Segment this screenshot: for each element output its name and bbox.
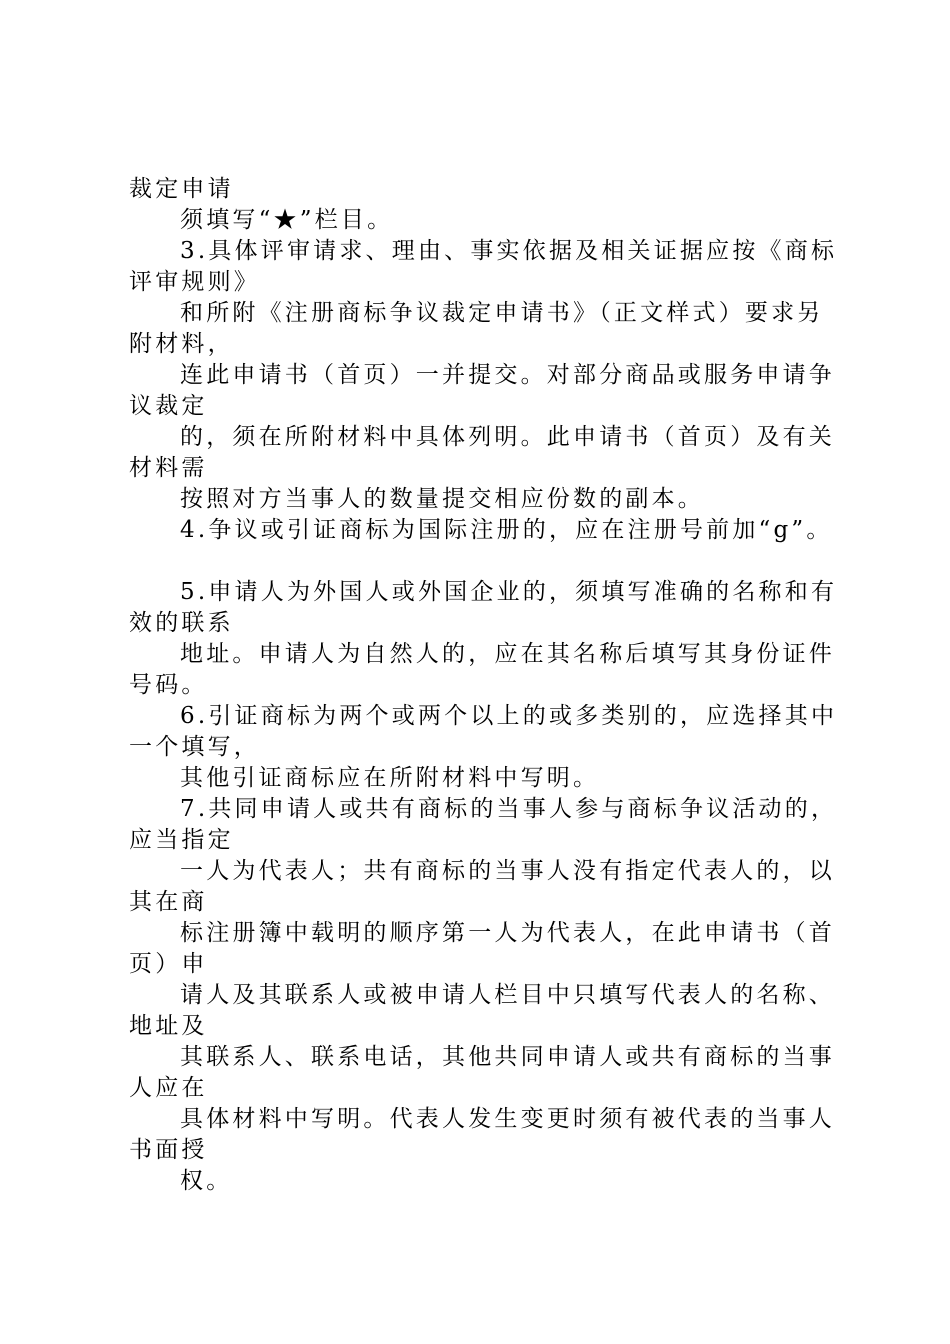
text-line: 3.具体评审请求、理由、事实依据及相关证据应按《商标: [180, 238, 838, 264]
text-line: 5.申请人为外国人或外国企业的，须填写准确的名称和有: [180, 579, 838, 605]
text-line: 人应在: [129, 1075, 208, 1101]
text-line: 一个填写，: [129, 734, 260, 760]
text-line: 权。: [180, 1168, 233, 1194]
text-line: 标注册簿中载明的顺序第一人为代表人，在此申请书（首: [180, 920, 835, 946]
text-line: 材料需: [129, 455, 208, 481]
text-line: 页）申: [129, 951, 208, 977]
text-line: 其联系人、联系电话，其他共同申请人或共有商标的当事: [180, 1044, 835, 1070]
text-line: 连此申请书（首页）一并提交。对部分商品或服务申请争: [180, 362, 835, 388]
text-line: 附材料，: [129, 331, 234, 357]
text-line: 评审规则》: [129, 269, 260, 295]
text-line: 应当指定: [129, 827, 234, 853]
text-line: 4.争议或引证商标为国际注册的，应在注册号前加“g”。: [180, 517, 833, 543]
text-line: 议裁定: [129, 393, 208, 419]
text-line: 7.共同申请人或共有商标的当事人参与商标争议活动的，: [180, 796, 838, 822]
text-line: 裁定申请: [129, 176, 234, 202]
text-line: 具体材料中写明。代表人发生变更时须有被代表的当事人: [180, 1106, 835, 1132]
text-line: 请人及其联系人或被申请人栏目中只填写代表人的名称、: [180, 982, 835, 1008]
text-line: 效的联系: [129, 610, 234, 636]
text-line: 地址。申请人为自然人的，应在其名称后填写其身份证件: [180, 641, 835, 667]
text-line: 其他引证商标应在所附材料中写明。: [180, 765, 600, 791]
text-line: 号码。: [129, 672, 208, 698]
text-line: 一人为代表人；共有商标的当事人没有指定代表人的，以: [180, 858, 835, 884]
text-line: 须填写“★”栏目。: [180, 207, 394, 233]
text-line: 的，须在所附材料中具体列明。此申请书（首页）及有关: [180, 424, 835, 450]
text-line: 6.引证商标为两个或两个以上的或多类别的，应选择其中: [180, 703, 838, 729]
text-line: 和所附《注册商标争议裁定申请书》（正文样式）要求另: [180, 300, 824, 326]
text-line: 按照对方当事人的数量提交相应份数的副本。: [180, 486, 704, 512]
text-line: 地址及: [129, 1013, 208, 1039]
text-line: 书面授: [129, 1137, 208, 1163]
text-line: 其在商: [129, 889, 208, 915]
